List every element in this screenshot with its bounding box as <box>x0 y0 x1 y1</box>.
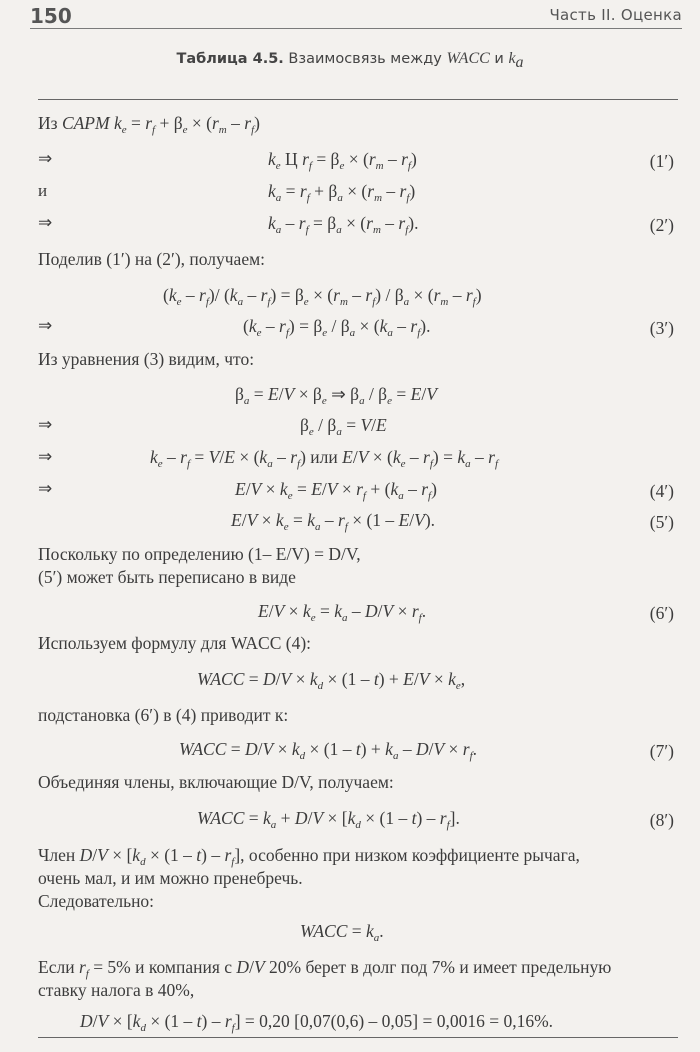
equation-number-1: (1′) <box>649 151 674 171</box>
page-number: 150 <box>30 4 72 28</box>
caption-ka: k <box>508 50 516 67</box>
equation-7: WACC = $D/V \times k_d \times (1 - t) + k_a - D/V \times r_f$. <box>179 739 478 762</box>
equation-number-7: (7′) <box>649 741 674 761</box>
equation-3: $(k_e - r_f) = \beta_e / \beta_a \times (k_a - r_f)$. <box>243 316 431 339</box>
rewrite-text: (5′) может быть переписано в виде <box>38 567 296 587</box>
equation-number-6: (6′) <box>649 603 674 623</box>
member-text: Член $D/V \times [k_d \times (1 - t) - r_f]$, особенно при низком коэффициенте рычага, <box>38 845 580 868</box>
equation-8: WACC = $k_a + D/V \times [k_d \times (1 - t) - r_f]$. <box>197 808 460 831</box>
equation-6: $E/V \times k_e = k_a - D/V \times r_f$. <box>258 601 427 624</box>
arrow-2: ⇒ <box>38 213 53 232</box>
equation-numeric: $D/V \times [k_d \times (1 - t) - r_f] = 0,20$ [0,07(0,6) – 0,05] = 0,0016 = 0,16%. <box>80 1011 554 1034</box>
divide-text: Поделив (1′) на (2′), получаем: <box>38 249 266 269</box>
equation-ratio: $(k_e - r_f)/$ $(k_a - r_f) = \beta_e \times (r_m - r_f) / \beta_a \times (r_m - r_f)$ <box>163 285 482 308</box>
capm-line: Из CAPM $k_e = r_f + \beta_e \times (r_m - r_f)$ <box>38 113 260 136</box>
arrow-3: ⇒ <box>38 316 53 335</box>
table-bottom-rule <box>38 1037 678 1038</box>
from-eq3-text: Из уравнения (3) видим, что: <box>38 349 255 369</box>
equation-5: $E/V \times k_e = k_a - r_f \times (1 - E/V)$. <box>231 510 436 533</box>
if-text: Если $r_f = 5\%$ и компания с D/V 20% берет в долг под 7% и имеет предельную <box>38 957 612 980</box>
table-label: Таблица 4.5. <box>176 51 284 67</box>
caption-ka-sub: a <box>515 54 524 71</box>
therefore-text: Следовательно: <box>38 891 155 911</box>
table-top-rule <box>38 99 678 100</box>
caption-title: Взаимосвязь между <box>283 51 447 67</box>
equation-wacc: WACC = $D/V \times k_d \times (1 - t) + E/V \times k_e$, <box>197 669 466 692</box>
caption-wacc: WACC <box>446 50 490 67</box>
arrow-4: ⇒ <box>38 415 53 434</box>
header-divider <box>30 28 682 29</box>
arrow-1: ⇒ <box>38 149 53 168</box>
combine-text: Объединяя члены, включающие D/V, получаем: <box>38 772 394 792</box>
caption-and: и <box>489 51 509 67</box>
equation-beta-ratio: $\beta_e / \beta_a = V/E$ <box>300 415 387 438</box>
substitution-text: подстановка (6′) в (4) приводит к: <box>38 705 289 725</box>
equation-ke-rf: $k_e - r_f = V/E \times (k_a - r_f)$ или $E/V \times (k_e - r_f) = k_a - r_f$ <box>150 447 498 470</box>
page-header <box>30 4 682 26</box>
use-formula-text: Используем формулу для WACC (4): <box>38 633 312 653</box>
equation-ka: $k_a = r_f + \beta_a \times (r_m - r_f)$ <box>268 181 416 204</box>
equation-1: $k_e$ Ц $r_f = \beta_e \times (r_m - r_f)$ <box>268 149 417 172</box>
equation-number-3: (3′) <box>649 318 674 338</box>
running-head: Часть II. Оценка <box>549 6 682 24</box>
equation-4: $E/V \times k_e = E/V \times r_f + (k_a - r_f)$ <box>235 479 437 502</box>
equation-final-wacc: WACC = $k_a$. <box>300 921 384 944</box>
equation-number-8: (8′) <box>649 810 674 830</box>
table-caption <box>0 50 700 71</box>
equation-number-4: (4′) <box>649 481 674 501</box>
equation-number-2: (2′) <box>649 215 674 235</box>
arrow-6: ⇒ <box>38 479 53 498</box>
rate-text: ставку налога в 40%, <box>38 980 195 1000</box>
arrow-5: ⇒ <box>38 447 53 466</box>
equation-beta: $\beta_a = E/V \times \beta_e$ ⇒ $\beta_a / \beta_e = E/V$ <box>235 384 437 407</box>
equation-number-5: (5′) <box>649 512 674 532</box>
equation-2: $k_a - r_f = \beta_a \times (r_m - r_f)$. <box>268 213 419 236</box>
since-text: Поскольку по определению (1– E/V) = D/V, <box>38 544 361 564</box>
small-text: очень мал, и им можно пренебречь. <box>38 868 303 888</box>
and-word: и <box>38 181 48 200</box>
